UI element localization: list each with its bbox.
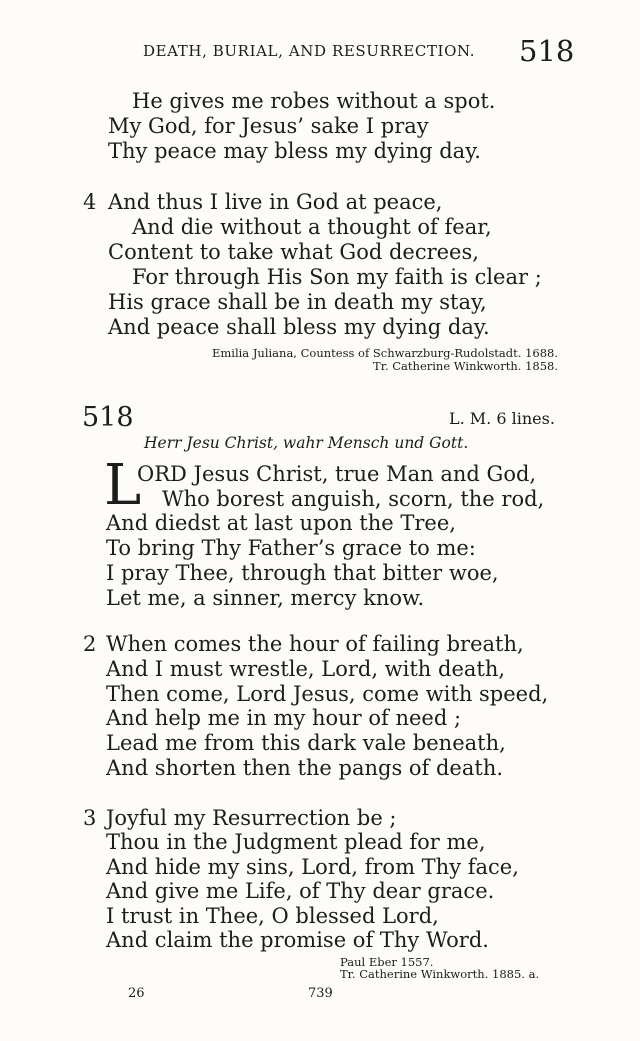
verse-line: Joyful my Resurrection be ; bbox=[106, 806, 397, 830]
running-head: DEATH, BURIAL, AND RESURRECTION. bbox=[143, 42, 476, 60]
verse-line: And hide my sins, Lord, from Thy face, bbox=[106, 855, 519, 879]
verse-line: And diedst at last upon the Tree, bbox=[106, 511, 456, 535]
verse-line: His grace shall be in death my stay, bbox=[108, 290, 487, 314]
verse-line: And thus I live in God at peace, bbox=[108, 190, 443, 214]
page-number: 739 bbox=[308, 986, 333, 1001]
verse-line: Lead me from this dark vale beneath, bbox=[106, 731, 506, 755]
verse-line: ORD Jesus Christ, true Man and God, bbox=[137, 462, 537, 486]
author-attribution: Emilia Juliana, Countess of Schwarzburg-Rudolstadt. 1688. bbox=[211, 346, 558, 360]
verse-line: And peace shall bless my dying day. bbox=[108, 315, 490, 339]
verse-line: Content to take what God decrees, bbox=[108, 240, 479, 264]
verse-line: Thou in the Judgment plead for me, bbox=[106, 830, 486, 854]
translator-attribution: Tr. Catherine Winkworth. 1885. a. bbox=[340, 967, 540, 981]
verse-line: Thy peace may bless my dying day. bbox=[108, 139, 481, 163]
verse-line: I trust in Thee, O blessed Lord, bbox=[106, 904, 439, 928]
stanza-number: 4 bbox=[83, 190, 97, 214]
stanza-number: 2 bbox=[83, 632, 97, 656]
verse-line: My God, for Jesus’ sake I pray bbox=[108, 114, 429, 138]
verse-line: And die without a thought of fear, bbox=[132, 215, 492, 239]
verse-line: He gives me robes without a spot. bbox=[132, 89, 496, 113]
verse-line: When comes the hour of failing breath, bbox=[106, 632, 524, 656]
verse-line: Who borest anguish, scorn, the rod, bbox=[162, 487, 545, 511]
hymn-number: 518 bbox=[82, 402, 134, 433]
author-attribution: Paul Eber 1557. bbox=[340, 955, 434, 969]
verse-line: And give me Life, of Thy dear grace. bbox=[106, 879, 495, 903]
page-hymn-number: 518 bbox=[519, 34, 575, 68]
verse-line: To bring Thy Father’s grace to me: bbox=[106, 536, 476, 560]
verse-line: And I must wrestle, Lord, with death, bbox=[106, 657, 506, 681]
drop-cap: L bbox=[104, 453, 142, 518]
verse-line: Then come, Lord Jesus, come with speed, bbox=[106, 682, 549, 706]
hymn-meter: L. M. 6 lines. bbox=[449, 409, 555, 428]
verse-line: And claim the promise of Thy Word. bbox=[106, 928, 489, 952]
verse-line: I pray Thee, through that bitter woe, bbox=[106, 561, 499, 585]
verse-line: And shorten then the pangs of death. bbox=[106, 756, 504, 780]
verse-line: Let me, a sinner, mercy know. bbox=[106, 586, 425, 610]
translator-attribution: Tr. Catherine Winkworth. 1858. bbox=[373, 359, 558, 373]
verse-line: For through His Son my faith is clear ; bbox=[132, 265, 542, 289]
stanza-number: 3 bbox=[83, 806, 97, 830]
signature-mark: 26 bbox=[128, 986, 145, 1001]
verse-line: And help me in my hour of need ; bbox=[106, 706, 462, 730]
original-first-line: Herr Jesu Christ, wahr Mensch und Gott. bbox=[144, 434, 469, 452]
